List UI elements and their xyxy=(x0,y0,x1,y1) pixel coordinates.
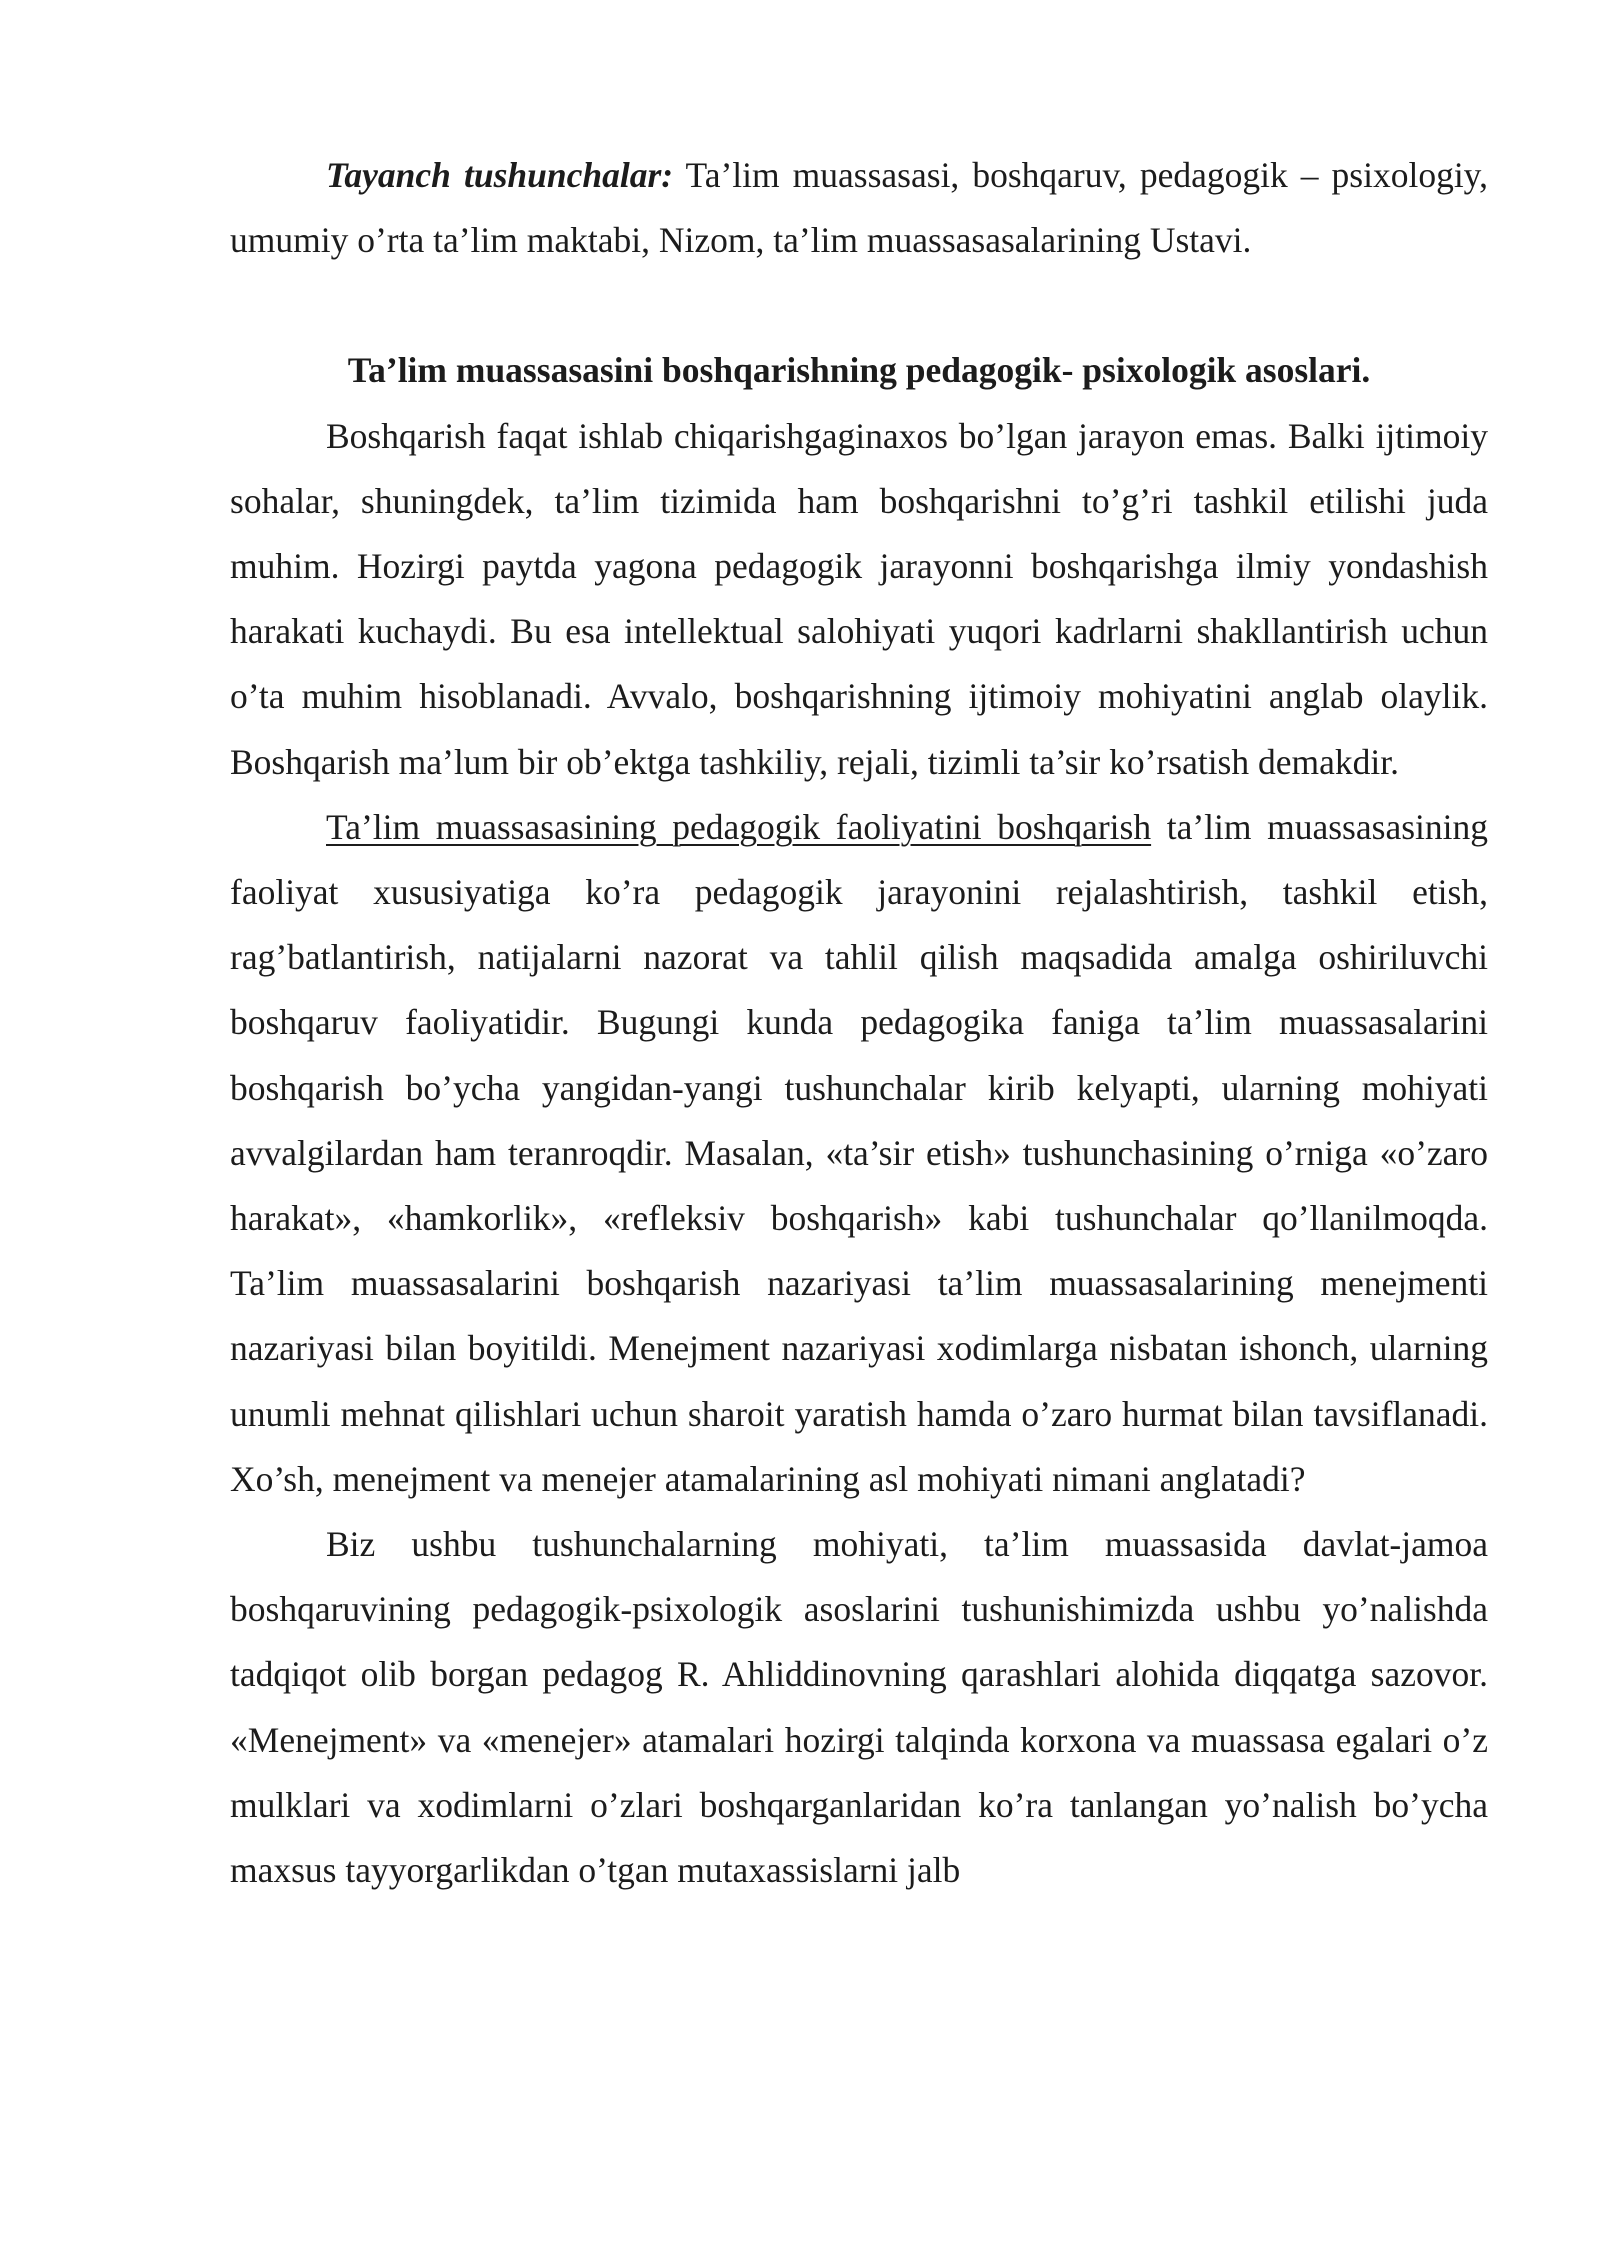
body-paragraph-3: Biz ushbu tushunchalarning mohiyati, ta’lim muassasida davlat-jamoa boshqaruvining pedagogik-psixologik asoslarini tushunishimizda ushbu yo’nalishda tadqiqot olib borgan pedagog R. Ahliddinovning qarashlari alohida diqqatga sazovor. «Menejment» va «menejer» atamalari hozirgi talqinda korxona va muassasa egalari o’z mulklari va xodimlarni o’zlari boshqarganlaridan ko’ra tanlangan yo’nalish bo’ycha maxsus tayyorgarlikdan o’tgan mutaxassislarni jalb xyxy=(230,1524,1488,1891)
defined-term: Ta’lim muassasasining pedagogik faoliyatini boshqarish xyxy=(326,806,1152,847)
key-concepts-label: Tayanch tushunchalar: xyxy=(326,155,674,195)
section-heading: Ta’lim muassasasini boshqarishning pedagogik- psixologik asoslari. xyxy=(347,350,1371,391)
key-concepts-paragraph xyxy=(230,143,1488,273)
body-paragraph-1: Boshqarish faqat ishlab chiqarishgaginaxos bo’lgan jarayon emas. Balki ijtimoiy sohalar, shuningdek, ta’lim tizimida ham boshqarishni to’g’ri tashkil etilishi juda muhim. Hozirgi paytda yagona pedagogik jarayonni boshqarishga ilmiy yondashish harakati kuchaydi. Bu esa intellektual salohiyati yuqori kadrlarni shakllantirish uchun o’ta muhim hisoblanadi. Avvalo, boshqarishning ijtimoiy mohiyatini anglab olaylik. Boshqarish ma’lum bir ob’ektga tashkiliy, rejali, tizimli ta’sir ko’rsatish demakdir. xyxy=(230,415,1488,782)
body-paragraph-2 xyxy=(230,795,1488,1512)
body-paragraph-2-text: ta’lim muassasasining faoliyat xususiyatiga ko’ra pedagogik jarayonini rejalashtirish, tashkil etish, rag’batlantirish, natijalarni nazorat va tahlil qilish maqsadida amalga oshiriluvchi boshqaruv faoliyatidir. Bugungi kunda pedagogika faniga ta’lim muassasalarini boshqarish bo’ycha yangidan-yangi tushunchalar kirib kelyapti, ularning mohiyati avvalgilardan ham teranroqdir. Masalan, «ta’sir etish» tushunchasining o’rniga «o’zaro harakat», «hamkorlik», «refleksiv boshqarish» kabi tushunchalar qo’llanilmoqda. Ta’lim muassasalarini boshqarish nazariyasi ta’lim muassasalarining menejmenti nazariyasi bilan boyitildi. Menejment nazariyasi xodimlarga nisbatan ishonch, ularning unumli mehnat qilishlari uchun sharoit yaratish hamda o’zaro hurmat bilan tavsiflanadi. Xo’sh, menejment va menejer atamalarining asl mohiyati nimani anglatadi? xyxy=(230,806,1488,1499)
key-concepts-text: Ta’lim muassasasi, boshqaruv, pedagogik – psixologiy, umumiy o’rta ta’lim maktabi, Nizom, ta’lim muassasasalarining Ustavi. xyxy=(230,155,1489,261)
document-page xyxy=(230,143,1488,1903)
